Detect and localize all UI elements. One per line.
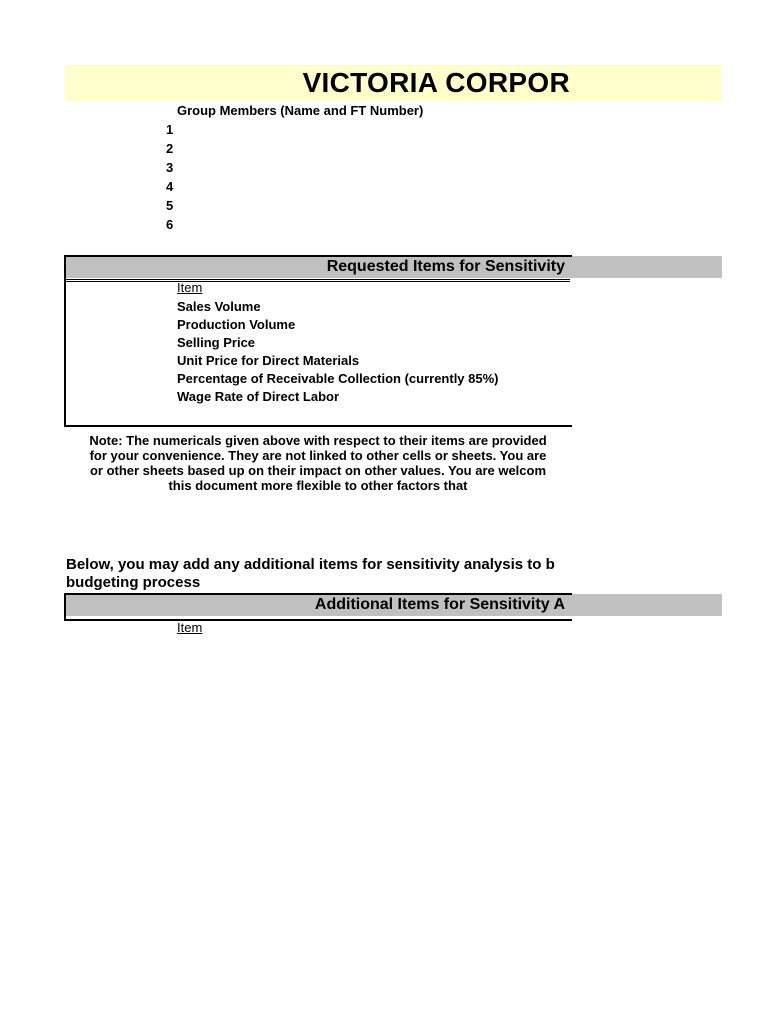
member-number: 6 — [166, 217, 174, 232]
member-number: 3 — [166, 160, 174, 175]
member-number: 4 — [166, 179, 174, 194]
instruction-line: budgeting process — [66, 574, 201, 591]
note-line: or other sheets based up on their impact on other values. You are welcom — [89, 463, 547, 478]
requested-item: Unit Price for Direct Materials — [177, 353, 360, 368]
requested-item: Sales Volume — [177, 299, 261, 314]
note-line: this document more flexible to other factors that — [168, 478, 468, 493]
divider — [66, 281, 570, 282]
requested-section-heading: Requested Items for Sensitivity — [326, 258, 565, 275]
requested-item: Wage Rate of Direct Labor — [177, 389, 340, 404]
sheet-title: VICTORIA CORPOR — [302, 67, 570, 98]
item-column-header: Item — [177, 280, 203, 295]
additional-instructions — [66, 556, 570, 592]
item-column-header: Item — [177, 620, 203, 635]
note-line: Note: The numericals given above with respect to their items are provided — [89, 433, 547, 448]
divider — [66, 279, 570, 280]
requested-item: Percentage of Receivable Collection (currently 85%) — [177, 371, 499, 386]
requested-item: Selling Price — [177, 335, 256, 350]
instruction-line: Below, you may add any additional items for sensitivity analysis to b — [66, 556, 555, 573]
group-members-heading: Group Members (Name and FT Number) — [177, 103, 424, 118]
additional-section-heading: Additional Items for Sensitivity A — [314, 596, 565, 613]
member-number: 5 — [166, 198, 174, 213]
requested-item: Production Volume — [177, 317, 296, 332]
member-number: 1 — [166, 122, 174, 137]
member-number: 2 — [166, 141, 174, 156]
note-text — [66, 433, 570, 493]
note-line: for your convenience. They are not linked to other cells or sheets. You are — [89, 448, 547, 463]
